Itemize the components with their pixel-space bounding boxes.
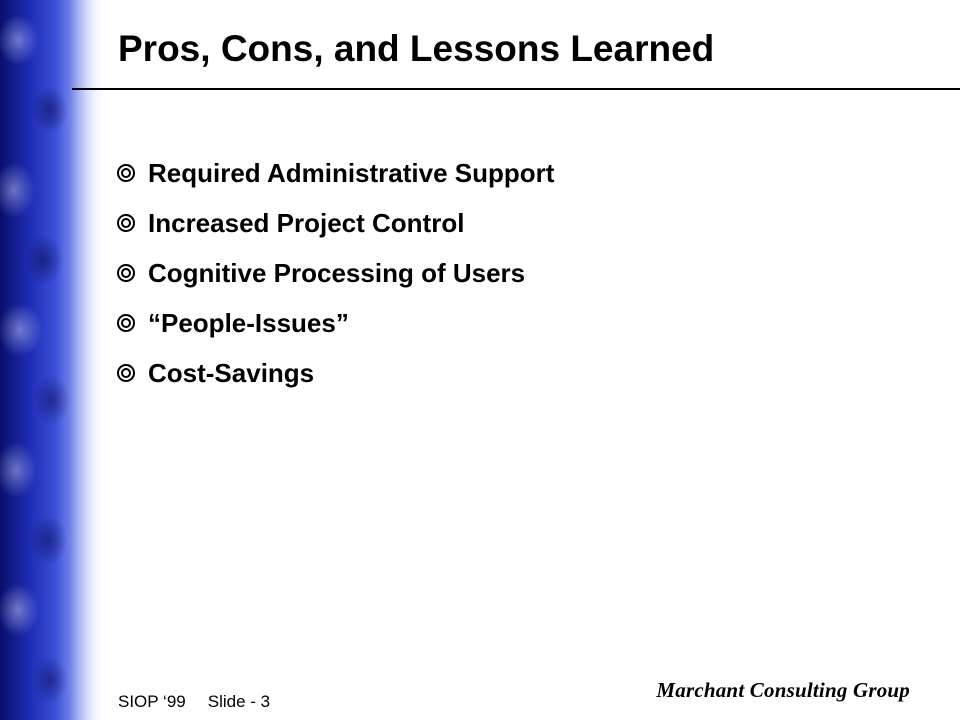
double-circle-bullet-icon — [116, 263, 136, 283]
decorative-left-strip — [0, 0, 110, 720]
bullet-item — [116, 248, 554, 298]
bullet-text: “People-Issues” — [148, 307, 349, 338]
brand-logo-text: Marchant Consulting Group — [656, 678, 910, 702]
strip-fade — [70, 0, 110, 720]
footer-info — [118, 692, 270, 712]
bullet-item — [116, 348, 554, 398]
double-circle-bullet-icon — [116, 163, 136, 183]
title-divider — [72, 88, 960, 90]
bullet-list — [116, 148, 554, 398]
bullet-text: Required Administrative Support — [148, 157, 555, 188]
footer-slide-number: Slide - 3 — [207, 692, 271, 711]
double-circle-bullet-icon — [116, 363, 136, 383]
footer-event: SIOP ‘99 — [118, 692, 186, 711]
double-circle-bullet-icon — [116, 213, 136, 233]
slide-title: Pros, Cons, and Lessons Learned — [118, 28, 715, 69]
bullet-text: Cost-Savings — [148, 357, 315, 388]
double-circle-bullet-icon — [116, 313, 136, 333]
bullet-item — [116, 198, 554, 248]
bullet-text: Cognitive Processing of Users — [148, 257, 526, 288]
bullet-item — [116, 298, 554, 348]
bullet-item — [116, 148, 554, 198]
bullet-text: Increased Project Control — [148, 207, 465, 238]
